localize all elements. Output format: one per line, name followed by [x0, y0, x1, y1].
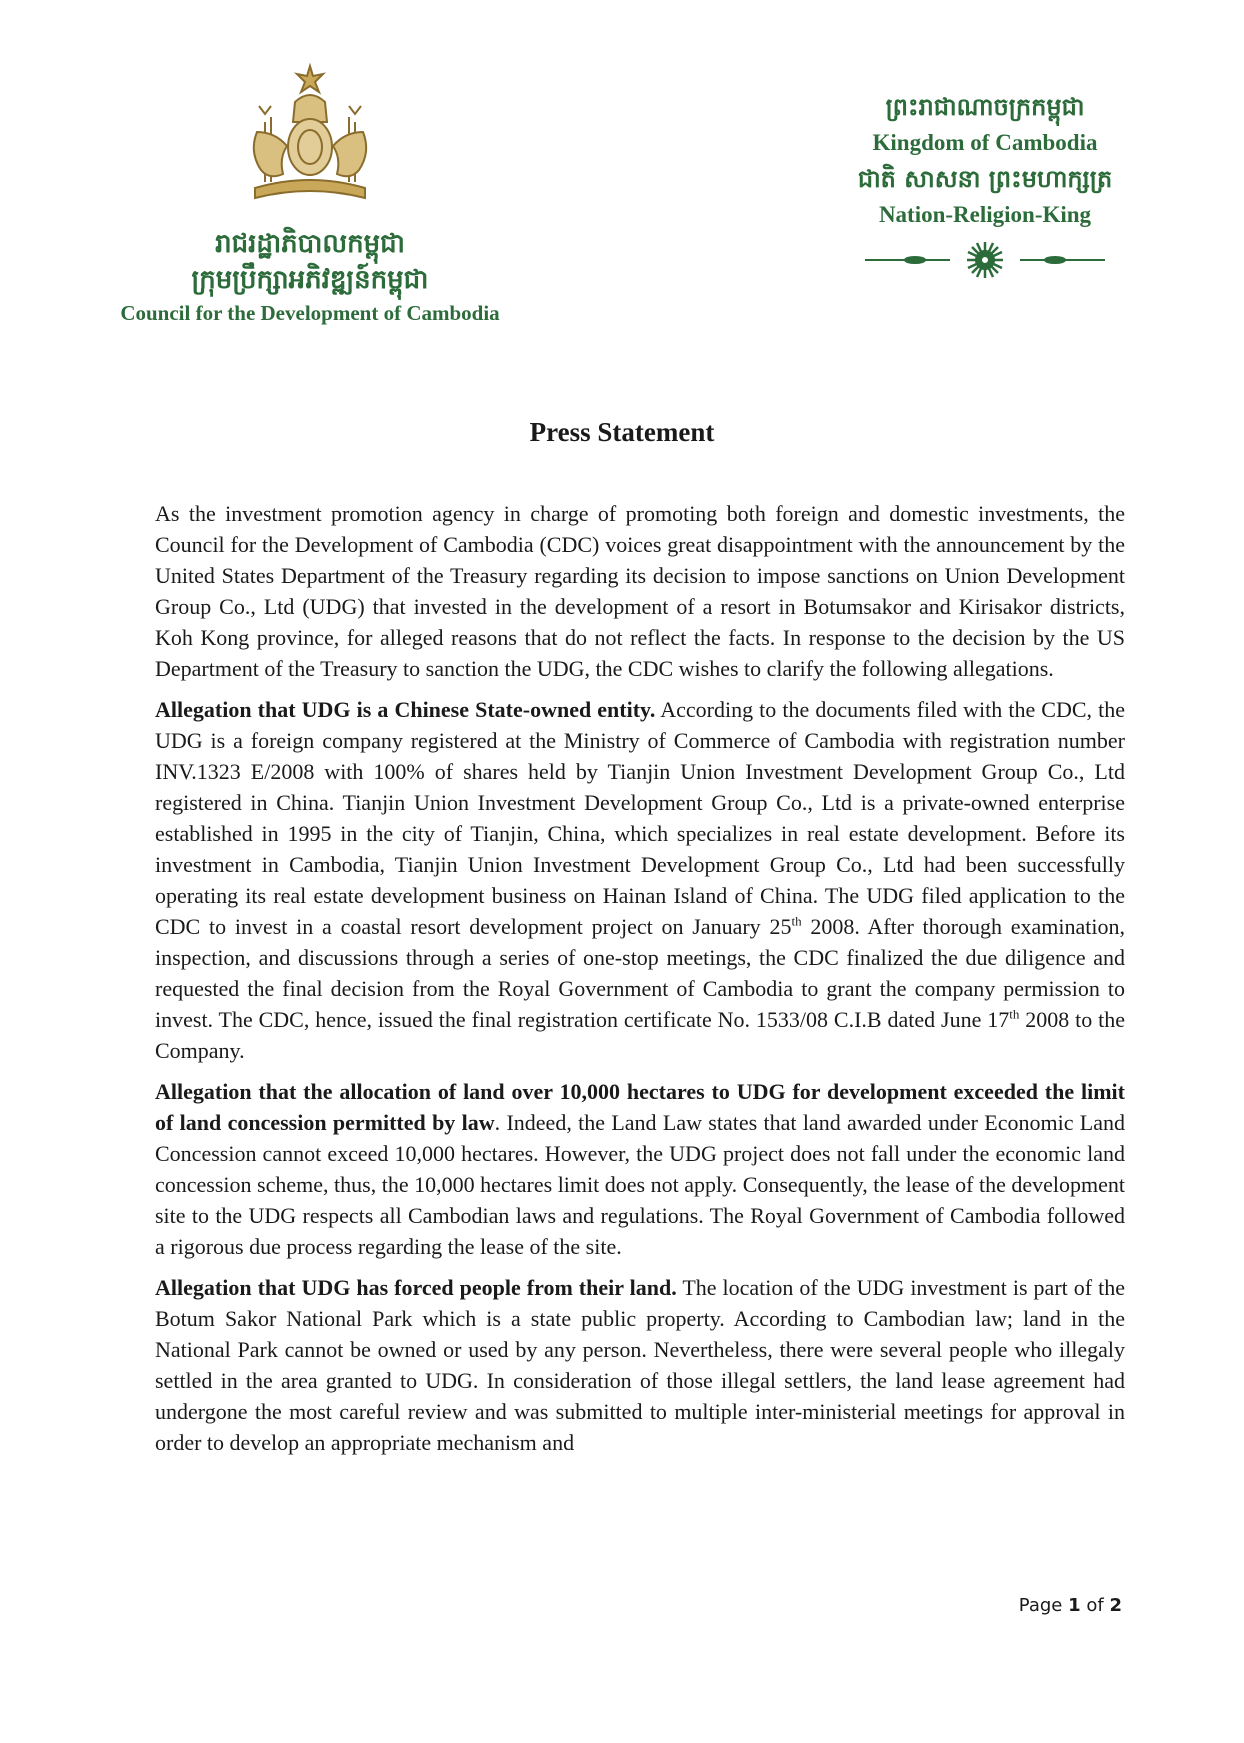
page-number — [1019, 1595, 1122, 1616]
ornamental-divider-icon — [855, 240, 1115, 280]
council-khmer-name: ក្រុមប្រឹក្សាអភិវឌ្ឍន៍កម្ពុជា — [191, 265, 429, 295]
council-english-name: Council for the Development of Cambodia — [120, 301, 500, 325]
paragraph-text: The location of the UDG investment is part of the Botum Sakor National Park which is a state public property. According to Cambodian law; land in the National Park cannot be owned or used by any person. Nevertheless, there were several people who illegaly settled in the area granted to UDG. In consideration of those illegal settlers, the land lease agreement had undergone the most careful review and was submitted to multiple inter-ministerial meetings for approval in order to develop an appropriate mechanism and — [155, 1275, 1125, 1455]
paragraph-text: . Indeed, the Land Law states that land awarded under Economic Land Concession cannot exceed 10,000 hectares. However, the UDG project does not fall under the economic land concession scheme, thus, the 10,000 hectares limit does not apply. Consequently, the lease of the development site to the UDG respects all Cambodian laws and regulations. The Royal Government of Cambodia followed a rigorous due process regarding the lease of the site. — [155, 1110, 1126, 1259]
kingdom-khmer: ព្រះរាជាណាចក្រកម្ពុជា — [885, 93, 1085, 121]
paragraph-text: 2008. After thorough examination, inspection, and discussions through a series of one-stop meetings, the CDC finalized the due diligence and requested the final decision from the Royal Government of Cambodia to grant the company permission to invest. The CDC, hence, issued the final registration certificate No. 1533/08 C.I.B dated June 17 — [155, 914, 1126, 1032]
page-of: of — [1086, 1595, 1104, 1616]
paragraph-state-owned — [155, 694, 1125, 1066]
government-khmer-name: រាជរដ្ឋាភិបាលកម្ពុជា — [215, 229, 405, 259]
paragraph-land-allocation — [155, 1076, 1125, 1262]
ordinal-suffix: th — [1009, 1006, 1020, 1022]
council-header — [90, 62, 530, 328]
royal-coat-of-arms-icon — [235, 62, 385, 212]
statement-body — [155, 498, 1125, 1468]
page-total: 2 — [1109, 1595, 1122, 1616]
allegation-heading: Allegation that UDG has forced people from their land. — [155, 1275, 677, 1300]
motto-english: Nation-Religion-King — [878, 202, 1092, 227]
ordinal-suffix: th — [791, 913, 802, 929]
paragraph-text: 2008 to the Company. — [155, 1007, 1125, 1063]
page-prefix: Page — [1018, 1595, 1063, 1616]
paragraph-intro — [155, 498, 1125, 684]
paragraph-text: As the investment promotion agency in charge of promoting both foreign and domestic investments, the Council for the Development of Cambodia (CDC) voices great disappointment with the announcement by the United States Department of the Treasury regarding its decision to impose sanctions on Union Development Group Co., Ltd (UDG) that invested in the development of a resort in Botumsakor and Kirisakor districts, Koh Kong province, for alleged reasons that do not reflect the facts. In response to the decision by the US Department of the Treasury to sanction the UDG, the CDC wishes to clarify the following allegations. — [155, 501, 1125, 681]
paragraph-text: According to the documents filed with the CDC, the UDG is a foreign company registered at the Ministry of Commerce of Cambodia with registration number INV.1323 E/2008 with 100% of shares held by Tianjin Union Investment Development Group Co., Ltd registered in China. Tianjin Union Investment Development Group Co., Ltd is a private-owned enterprise established in 1995 in the city of Tianjin, China, which specializes in real estate development. Before its investment in Cambodia, Tianjin Union Investment Development Group Co., Ltd had been successfully operating its real estate development business on Hainan Island of China. The UDG filed application to the CDC to invest in a coastal resort development project on January 25 — [155, 697, 1125, 939]
page-title: Press Statement — [529, 417, 715, 447]
allegation-heading: Allegation that UDG is a Chinese State-owned entity. — [155, 697, 656, 722]
kingdom-header — [820, 90, 1150, 280]
allegation-heading: Allegation that the allocation of land over 10,000 hectares to UDG for development exceeded the limit of land concession permitted by law — [155, 1079, 1125, 1135]
motto-khmer: ជាតិ សាសនា ព្រះមហាក្សត្រ — [857, 165, 1113, 193]
paragraph-forced-eviction — [155, 1272, 1125, 1458]
kingdom-english: Kingdom of Cambodia — [872, 130, 1098, 155]
page-current: 1 — [1068, 1595, 1081, 1616]
